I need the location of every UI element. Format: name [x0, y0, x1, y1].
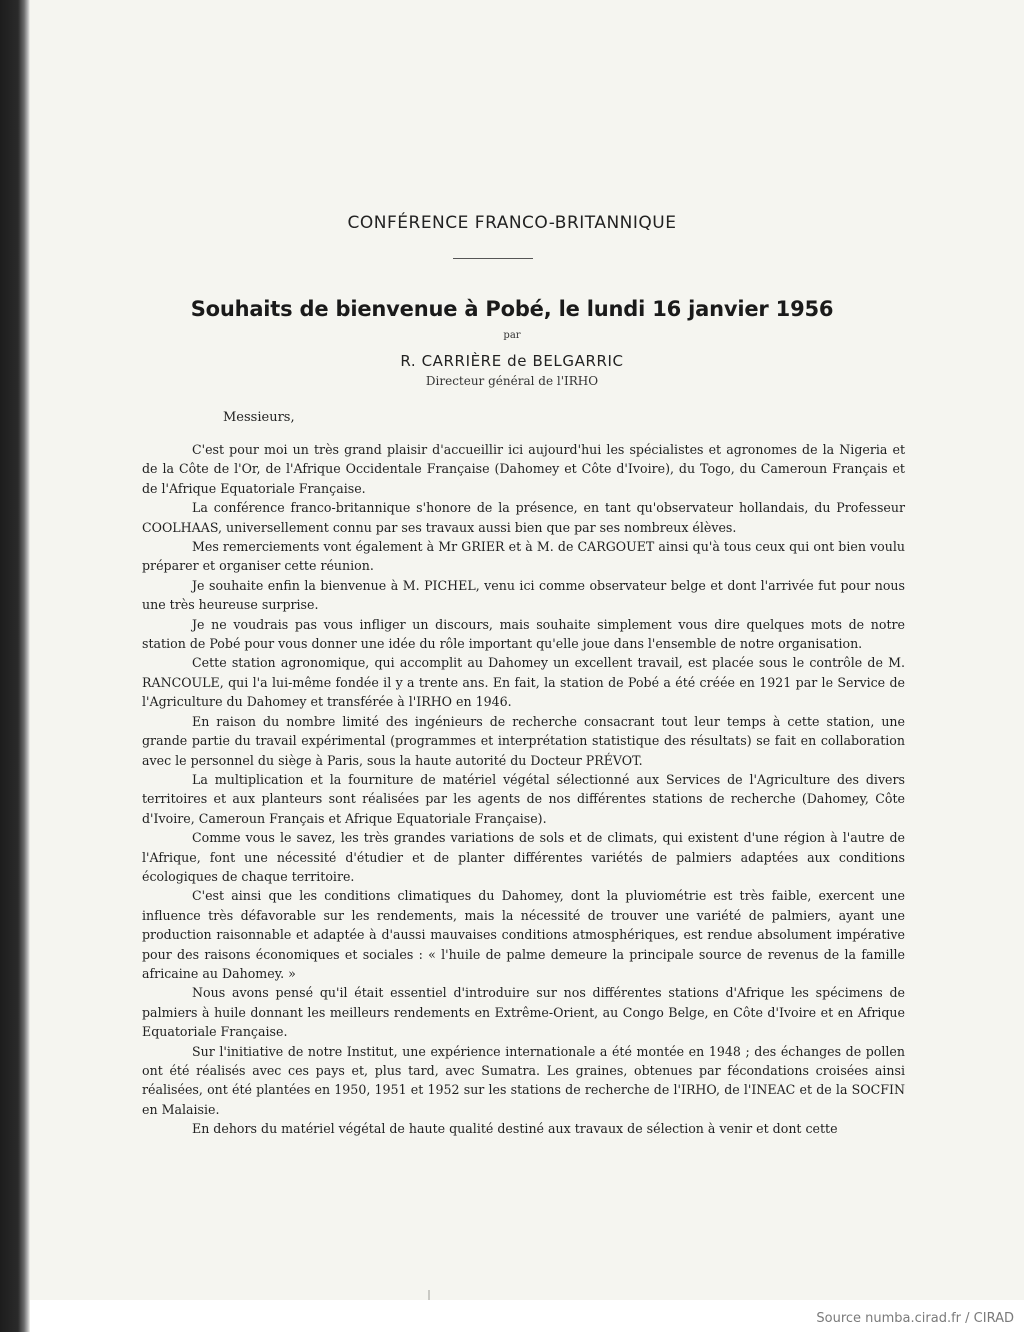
scanned-page: [30, 0, 1024, 1300]
author-name: R. CARRIÈRE de BELGARRIC: [400, 352, 624, 370]
scan-mark: [428, 1290, 430, 1300]
paragraph: La conférence franco-britannique s'honore de la présence, en tant qu'observateur hollandais, du Professeur COOLHAAS, universellement connu par ses travaux aussi bien que par ses nombreux élèves.: [142, 500, 905, 535]
paragraph: La multiplication et la fourniture de matériel végétal sélectionné aux Services de l'Agriculture des divers territoires et aux planteurs sont réalisées par les agents de nos différentes stations de recherche (Dahomey, Côte d'Ivoire, Cameroun Français et Afrique Equatoriale Française).: [142, 771, 905, 826]
heading-divider: [453, 258, 533, 259]
paragraph: En raison du nombre limité des ingénieurs de recherche consacrant tout leur temps à cette station, une grande partie du travail expérimental (programmes et interprétation statistique des résultats) se fait en collaboration avec le personnel du siège à Paris, sous la haute autorité du Docteur PRÉVOT.: [142, 713, 905, 768]
paragraph: Sur l'initiative de notre Institut, une expérience internationale a été montée en 1948 ; des échanges de pollen ont été réalisés avec ces pays et, plus tard, avec Sumatra. Les graines, obtenues par fécondations croisées ainsi réalisées, ont été plantées en 1950, 1951 et 1952 sur les stations de recherche de l'IRHO, de l'INEAC et de la SOCFIN en Malaisie.: [142, 1043, 905, 1117]
author-role: Directeur général de l'IRHO: [425, 374, 599, 388]
by-line: par: [503, 330, 521, 341]
paragraph: Je souhaite enfin la bienvenue à M. PICHEL, venu ici comme observateur belge et dont l'arrivée fut pour nous une très heureuse surprise.: [142, 577, 905, 613]
paragraph: Mes remerciements vont également à Mr GRIER et à M. de CARGOUET ainsi qu'à tous ceux qui ont bien voulu préparer et organiser cette réunion.: [142, 539, 905, 574]
conference-heading: CONFÉRENCE FRANCO-BRITANNIQUE: [347, 213, 677, 233]
paragraph: Je ne voudrais pas vous infliger un discours, mais souhaite simplement vous dire quelques mots de notre station de Pobé pour vous donner une idée du rôle important qu'elle joue dans l'ensemble de notre organisation.: [142, 616, 905, 652]
speech-title: Souhaits de bienvenue à Pobé, le lundi 16 janvier 1956: [190, 297, 834, 321]
paragraph: En dehors du matériel végétal de haute qualité destiné aux travaux de sélection à venir et dont cette: [192, 1121, 838, 1137]
paragraph: Nous avons pensé qu'il était essentiel d'introduire sur nos différentes stations d'Afrique les spécimens de palmiers à huile donnant les meilleurs rendements en Extrême-Orient, au Congo Belge, en Côte d'Ivoire et en Afrique Equatoriale Française.: [142, 985, 905, 1040]
paragraph: C'est pour moi un très grand plaisir d'accueillir ici aujourd'hui les spécialistes et agronomes de la Nigeria et de la Côte de l'Or, de l'Afrique Occidentale Française (Dahomey et Côte d'Ivoire), du Togo, du Cameroun Français et de l'Afrique Equatoriale Française.: [142, 442, 905, 496]
speech-body: [142, 440, 905, 1139]
source-credit: Source numba.cirad.fr / CIRAD: [816, 1311, 1014, 1326]
paragraph: Cette station agronomique, qui accomplit au Dahomey un excellent travail, est placée sous le contrôle de M. RANCOULE, qui l'a lui-même fondée il y a trente ans. En fait, la station de Pobé a été créée en 1921 par le Service de l'Agriculture du Dahomey et transférée à l'IRHO en 1946.: [142, 655, 905, 710]
paragraph: Comme vous le savez, les très grandes variations de sols et de climats, qui existent d'une région à l'autre de l'Afrique, font une nécessité d'étudier et de planter différentes variétés de palmiers adaptées aux conditions écologiques de chaque territoire.: [142, 830, 905, 884]
paragraph: C'est ainsi que les conditions climatiques du Dahomey, dont la pluviométrie est très faible, exercent une influence très défavorable sur les rendements, mais la nécessité de trouver une variété de palmiers, ayant une production raisonnable et adaptée à d'aussi mauvaises conditions atmosphériques, est rendue absolument impérative pour des raisons économiques et sociales : « l'huile de palme demeure la principale source de revenus de la famille africaine au Dahomey. »: [142, 888, 905, 981]
salutation: Messieurs,: [223, 410, 295, 425]
book-spine: [0, 0, 30, 1332]
